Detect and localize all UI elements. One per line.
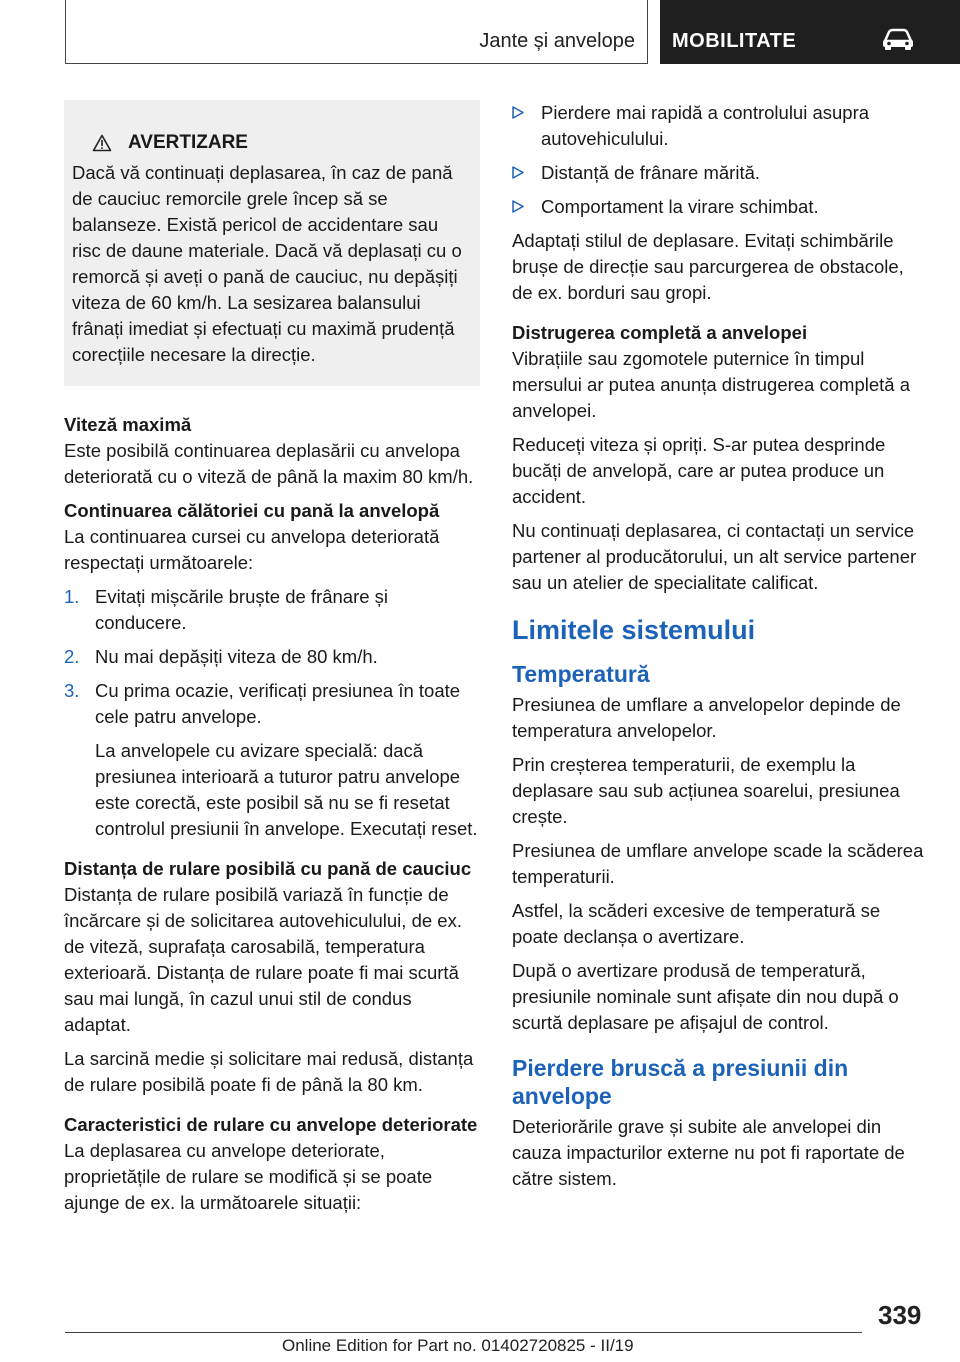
section-label: MOBILITATE	[672, 30, 797, 52]
triangle-bullet-icon	[512, 106, 524, 119]
temperature-text-4: Astfel, la scăderi excesive de temperatură se poate declanșa o avertizare.	[512, 900, 881, 947]
destruction-heading: Distrugerea completă a anvelopei	[512, 322, 808, 343]
list-item	[64, 644, 480, 670]
list-item-text: Pierdere mai rapidă a controlului asupra autovehiculului.	[541, 102, 870, 149]
pressure-loss-heading: Pierdere bruscă a presiunii din anvelope	[512, 1055, 849, 1109]
warning-text: Dacă vă continuați deplasarea, în caz de pană de cauciuc remorcile grele încep să se balanseze. Există pericol de accidentare sau risc de daune materiale. Dacă vă deplasați cu o remorcă și aveți o pană de cauciuc, nu depășiți viteza de 60 km/h. La sesizarea balansului frânați imediat și efectuați cu maximă prudență corecțiile necesare la direcție.	[72, 162, 462, 365]
footer-divider	[65, 1332, 862, 1333]
list-number: 1.	[64, 586, 80, 607]
system-limits-heading: Limitele sistemului	[512, 615, 756, 645]
car-icon	[881, 27, 915, 51]
destruction-text-3: Nu continuați deplasarea, ci contactați un service partener al producătorului, un alt service partener sau un atelier de specialitate calificat.	[512, 520, 917, 593]
list-item-text: Evitați mișcările bruște de frânare și conducere.	[95, 586, 389, 633]
list-item	[512, 194, 926, 220]
list-item	[64, 678, 480, 730]
list-number: 3.	[64, 680, 80, 701]
effects-list	[512, 100, 926, 220]
list-item-text: Cu prima ocazie, verificați presiunea în toate cele patru anvelope.	[95, 680, 461, 727]
warning-box	[64, 100, 480, 386]
characteristics-text: La deplasarea cu anvelope deteriorate, proprietățile de rulare se modifică și se poate ajunge de ex. la următoarele situații:	[64, 1140, 433, 1213]
characteristics-heading: Caracteristici de rulare cu anvelope deteriorate	[64, 1114, 478, 1135]
destruction-text-1: Vibrațiile sau zgomotele puternice în timpul mersului ar putea anunța distrugerea completă a anvelopei.	[512, 348, 910, 421]
list-item-text: Distanță de frânare mărită.	[541, 162, 761, 183]
warning-title-text: AVERTIZARE	[128, 132, 248, 153]
temperature-text-2: Prin creșterea temperaturii, de exemplu la deplasare sau sub acțiunea soarelui, presiunea crește.	[512, 754, 900, 827]
chapter-title: Jante și anvelope	[479, 30, 635, 52]
destruction-text-2: Reduceți viteza și opriți. S-ar putea desprinde bucăți de anvelopă, care ar putea produce un accident.	[512, 434, 886, 507]
continuation-heading: Continuarea călătoriei cu pană la anvelopă	[64, 500, 440, 521]
continuation-list	[64, 584, 480, 730]
continuation-note: La anvelopele cu avizare specială: dacă presiunea interioară a tuturor patru anvelope este corectă, este posibil să nu se fi resetat controlul presiunii în anvelope. Executați reset.	[95, 740, 478, 839]
left-column	[64, 100, 480, 1224]
header-section-tab	[660, 0, 960, 64]
continuation-text: La continuarea cursei cu anvelopa deteriorată respectați următoarele:	[64, 526, 440, 573]
list-item-text: Comportament la virare schimbat.	[541, 196, 819, 217]
temperature-heading: Temperatură	[512, 661, 650, 687]
list-item	[512, 100, 926, 152]
warning-triangle-icon	[92, 134, 112, 152]
speed-text: Este posibilă continuarea deplasării cu anvelopa deteriorată cu o viteză de până la maxim 80 km/h.	[64, 440, 474, 487]
distance-heading: Distanța de rulare posibilă cu pană de cauciuc	[64, 858, 472, 879]
list-item	[64, 584, 480, 636]
pressure-loss-text: Deteriorările grave și subite ale anvelopei din cauza impacturilor externe nu pot fi raportate de către sistem.	[512, 1116, 905, 1189]
triangle-bullet-icon	[512, 166, 524, 179]
distance-text-2: La sarcină medie și solicitare mai redusă, distanța de rulare posibilă poate fi de până la 80 km.	[64, 1048, 474, 1095]
temperature-text-3: Presiunea de umflare anvelope scade la scăderea temperaturii.	[512, 840, 924, 887]
speed-heading: Viteză maximă	[64, 414, 192, 435]
temperature-text-1: Presiunea de umflare a anvelopelor depinde de temperatura anvelopelor.	[512, 694, 901, 741]
edition-text: Online Edition for Part no. 01402720825 - II/19	[282, 1336, 634, 1355]
adapt-text: Adaptați stilul de deplasare. Evitați schimbările brușe de direcție sau parcurgerea de obstacole, de ex. borduri sau gropi.	[512, 230, 904, 303]
header-chapter-box	[65, 0, 648, 64]
triangle-bullet-icon	[512, 200, 524, 213]
list-item-text: Nu mai depășiți viteza de 80 km/h.	[95, 646, 378, 667]
page-number: 339	[878, 1300, 922, 1330]
temperature-text-5: După o avertizare produsă de temperatură, presiunile nominale sunt afișate din nou după o scurtă deplasare pe afișajul de control.	[512, 960, 899, 1033]
right-column	[512, 100, 926, 1200]
list-number: 2.	[64, 646, 80, 667]
list-item	[512, 160, 926, 186]
warning-title	[72, 130, 472, 156]
distance-text-1: Distanța de rulare posibilă variază în funcție de încărcare și de solicitarea autovehiculului, de ex. de viteză, suprafața carosabilă, temperatura exterioară. Distanța de rulare poate fi mai scurtă sau mai lungă, în cazul unui stil de condus adaptat.	[64, 884, 462, 1035]
